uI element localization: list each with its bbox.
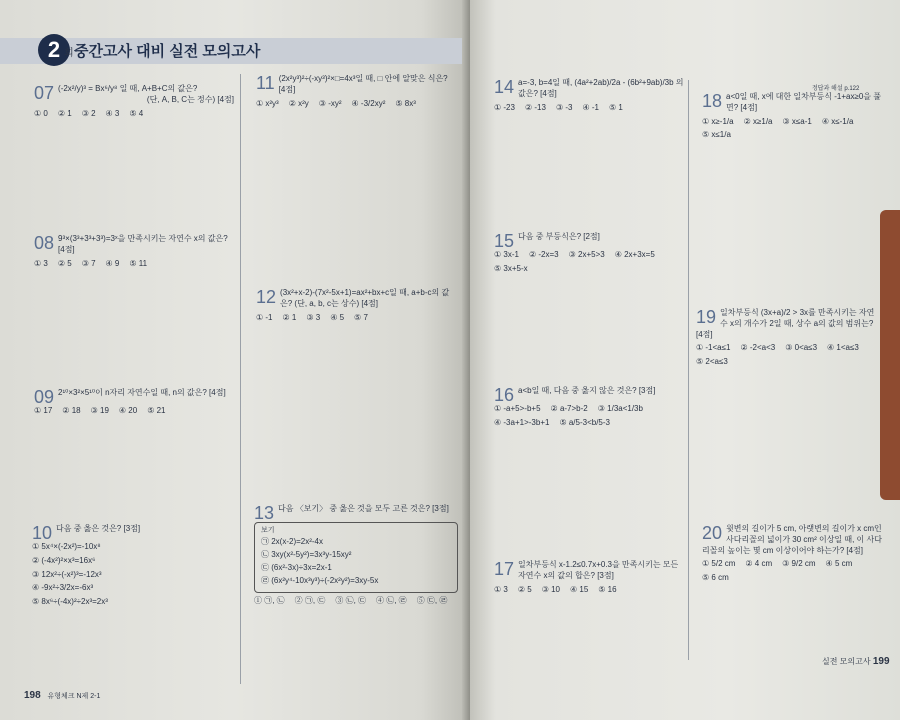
question-08 — [34, 234, 234, 272]
choice[interactable]: ④ ㉡, ㉣ — [376, 595, 407, 605]
question-text: 다음 중 옳은 것은? [3점] — [56, 524, 141, 533]
choice[interactable]: ⑤ a/5-3<b/5-3 — [559, 417, 610, 427]
question-text: 9³×(3³+3³+3³)=3ˣ을 만족시키는 자연수 x의 값은? [4점] — [58, 234, 228, 254]
choice-list — [34, 259, 234, 273]
choice[interactable]: ① 5/2 cm — [702, 559, 736, 569]
choice[interactable]: ⑤ 7 — [354, 312, 368, 322]
choice[interactable]: ② (-4x²)²×x³=16x⁶ — [32, 555, 96, 565]
choice[interactable]: ④ 2x+3x=5 — [614, 250, 655, 259]
choice[interactable]: ① -23 — [494, 102, 515, 112]
choice[interactable]: ② 4 cm — [745, 559, 773, 569]
question-20 — [702, 524, 882, 587]
choice[interactable]: ⑤ 2<a≤3 — [696, 357, 728, 367]
right-page-footer — [822, 656, 890, 667]
question-number: 07 — [34, 83, 55, 103]
choice-list — [696, 343, 882, 371]
test-number-suffix: 회 — [64, 48, 74, 59]
choice[interactable]: ① -1 — [256, 312, 273, 322]
choice[interactable]: ① ㉠, ㉡ — [254, 595, 285, 605]
question-text: (3x²+x-2)-(7x²-5x+1)=ax²+bx+c일 때, a+b-c의 값은? (단, a, b, c는 상수) [4점] — [280, 288, 450, 308]
choice[interactable]: ⑤ ㉢, ㉣ — [416, 595, 448, 605]
choice[interactable]: ③ 2 — [81, 108, 96, 118]
choice[interactable]: ③ ㉡, ㉢ — [335, 595, 367, 605]
choice[interactable]: ③ -3 — [555, 102, 573, 112]
question-10 — [32, 524, 236, 611]
left-page-number: 198 — [24, 690, 41, 701]
question-18 — [702, 92, 882, 144]
choice[interactable]: ⑤ 8x⁶÷(-4x)²÷2x³=2x³ — [32, 597, 108, 607]
choice-list — [256, 99, 456, 113]
choice[interactable]: ⑤ 4 — [129, 108, 144, 118]
question-note: (단, A, B, C는 정수) [4점] — [146, 94, 234, 104]
choice[interactable]: ④ 5 — [330, 312, 345, 322]
choice-list — [702, 559, 882, 587]
choice[interactable]: ① 3 — [494, 584, 508, 594]
choice[interactable]: ② -2x=3 — [528, 250, 559, 259]
book-title: 유형체크 N제 2-1 — [47, 693, 101, 700]
bogi-item: ㉢ (6x²-3x)÷3x=2x-1 — [261, 563, 332, 573]
question-14 — [494, 78, 684, 116]
question-number: 11 — [256, 73, 275, 93]
question-15 — [494, 232, 684, 278]
choice[interactable]: ② ㉠, ㉢ — [294, 595, 326, 605]
question-text: 윗변의 길이가 5 cm, 아랫변의 길이가 x cm인 사다리꼴의 넓이가 30 cm² 이상일 때, 이 사다리꼴의 높이는 몇 cm 이상이어야 하는가? [4점] — [702, 524, 882, 555]
choice[interactable]: ① 0 — [34, 108, 48, 118]
choice-list — [494, 404, 684, 432]
choice[interactable]: ④ 5 cm — [825, 559, 853, 569]
question-number: 14 — [494, 77, 515, 97]
bogi-box — [254, 522, 458, 593]
choice[interactable]: ② a-7>b-2 — [550, 404, 588, 413]
section-label: 실전 모의고사 — [822, 657, 871, 666]
choice[interactable]: ③ 2x+5>3 — [568, 250, 605, 259]
choice[interactable]: ④ x≤-1/a — [821, 116, 854, 126]
right-page — [470, 0, 900, 720]
question-number: 09 — [34, 387, 55, 407]
choice[interactable]: ② -13 — [524, 102, 546, 112]
choice[interactable]: ② 1 — [282, 312, 297, 322]
choice[interactable]: ④ -3a+1>-3b+1 — [494, 417, 550, 427]
question-text: a<0일 때, x에 대한 일차부등식 -1+ax≥0을 풀면? [4점] — [726, 92, 881, 112]
page-title: 중간고사 대비 실전 모의고사 — [74, 43, 261, 60]
question-text: (2x²y³)²÷(-xy³)²×□=4x³일 때, □ 안에 알맞은 식은? [4점] — [278, 74, 448, 94]
bogi-item: ㉣ (6x²y⁴-10x³y³)÷(-2x²y²)=3xy-5x — [261, 575, 379, 585]
choice[interactable]: ⑤ 21 — [147, 406, 166, 415]
question-17 — [494, 560, 684, 598]
question-text: 일차부등식 (3x+a)/2 > 3x를 만족시키는 자연수 x의 개수가 2일 때, 상수 a의 값의 범위는? [4점] — [696, 308, 875, 339]
choice[interactable]: ③ 10 — [541, 584, 560, 594]
question-number: 13 — [254, 503, 275, 523]
choice[interactable]: ① x²y³ — [256, 98, 279, 108]
bogi-item: ㉡ 3xy(x²-5y²)=3x³y-15xy² — [261, 550, 352, 560]
choice[interactable]: ③ x≤a-1 — [782, 116, 812, 126]
choice[interactable]: ⑤ 3x+5-x — [494, 263, 528, 273]
choice[interactable]: ⑤ 8x³ — [395, 98, 416, 108]
question-text: 일차부등식 x-1.2≤0.7x+0.3을 만족시키는 모든 자연수 x의 값의 합은? [3점] — [518, 560, 679, 580]
choice[interactable]: ③ 19 — [90, 406, 109, 415]
choice[interactable]: ② 18 — [62, 406, 81, 415]
choice[interactable]: ① x≥-1/a — [702, 116, 734, 126]
choice[interactable]: ② -2<a<3 — [740, 343, 776, 353]
choice[interactable]: ⑤ 6 cm — [702, 573, 729, 583]
question-09 — [34, 388, 234, 420]
question-07 — [34, 84, 234, 122]
question-19 — [696, 308, 882, 371]
column-divider — [240, 74, 241, 684]
choice-list — [494, 103, 684, 117]
choice[interactable]: ④ 15 — [569, 584, 589, 594]
choice-list — [494, 585, 684, 599]
question-text: a=-3, b=4일 때, (4a²+2ab)/2a - (6b²+9ab)/3b 의 값은? [4점] — [518, 78, 684, 98]
question-text: a<b일 때, 다음 중 옳지 않은 것은? [3점] — [518, 386, 656, 395]
choice-list — [34, 109, 234, 123]
choice-list — [256, 313, 456, 327]
choice[interactable]: ① 3x-1 — [494, 250, 519, 259]
choice[interactable]: ⑤ 16 — [598, 584, 617, 594]
choice-list — [702, 117, 882, 145]
question-text: 다음 〈보기〉 중 옳은 것을 모두 고른 것은? [3점] — [278, 504, 449, 513]
choice[interactable]: ③ 1/3a<1/3b — [597, 404, 643, 413]
choice[interactable]: ① -a+5>-b+5 — [494, 404, 541, 413]
left-page-footer — [24, 690, 100, 701]
choice[interactable]: ④ 3 — [105, 108, 120, 118]
choice[interactable]: ③ 7 — [81, 258, 96, 268]
choice[interactable]: ④ 1<a≤3 — [827, 343, 859, 353]
choice[interactable]: ① 5x⁴×(-2x²)=-10x⁸ — [32, 542, 101, 551]
question-13 — [254, 504, 460, 609]
question-number: 17 — [494, 559, 515, 579]
bogi-item: ㉠ 2x(x-2)=2x²-4x — [261, 537, 324, 547]
choice[interactable]: ④ 9 — [105, 258, 120, 268]
choice[interactable]: ③ 3 — [306, 312, 321, 322]
answer-reference: 정답과 해설 p.122 — [812, 86, 860, 92]
choice-list — [494, 250, 684, 278]
choice[interactable]: ④ -1 — [582, 102, 599, 112]
choice[interactable]: ② x²y — [288, 98, 309, 108]
question-number: 15 — [494, 231, 515, 251]
bogi-title: 보기 — [261, 527, 275, 534]
question-number: 19 — [696, 307, 717, 327]
choice[interactable]: ③ 9/2 cm — [782, 559, 816, 569]
question-text: (-2x²/y)³ = Bx⁶/y⁸ 일 때, A+B+C의 값은? — [58, 84, 198, 93]
choice[interactable]: ① -1<a≤1 — [696, 343, 731, 353]
question-number: 20 — [702, 523, 723, 543]
right-page-number: 199 — [872, 656, 890, 667]
question-number: 16 — [494, 385, 515, 405]
question-number: 10 — [32, 523, 53, 543]
choice[interactable]: ② 5 — [57, 258, 72, 268]
choice[interactable]: ③ -xy² — [318, 98, 342, 108]
choice[interactable]: ④ 20 — [118, 406, 138, 415]
question-16 — [494, 386, 684, 432]
choice-list — [34, 406, 234, 420]
choice[interactable]: ⑤ x≤1/a — [702, 130, 731, 140]
choice[interactable]: ① 17 — [34, 406, 53, 415]
page-tab — [880, 210, 900, 500]
question-number: 08 — [34, 233, 55, 253]
choice-list — [32, 542, 236, 611]
choice[interactable]: ① 3 — [34, 258, 48, 268]
choice[interactable]: ⑤ 1 — [608, 102, 623, 112]
choice[interactable]: ② 5 — [517, 584, 532, 594]
question-11 — [256, 74, 456, 112]
question-text: 2¹⁰×3²×5¹⁰이 n자리 자연수일 때, n의 값은? [4점] — [58, 388, 226, 397]
choice[interactable]: ③ 0<a≤3 — [785, 343, 818, 353]
question-number: 18 — [702, 91, 723, 111]
choice[interactable]: ② 1 — [57, 108, 72, 118]
choice[interactable]: ④ -9x²÷3/2x=-6x³ — [32, 583, 94, 593]
choice-list — [254, 596, 460, 610]
choice[interactable]: ② x≥1/a — [743, 116, 773, 126]
column-divider — [688, 80, 689, 660]
question-text: 다음 중 부등식은? [2점] — [518, 232, 600, 241]
choice[interactable]: ③ 12x²÷(-x²)³=-12x³ — [32, 569, 102, 579]
question-number: 12 — [256, 287, 277, 307]
test-number-badge: 2 — [38, 34, 70, 66]
question-12 — [256, 288, 456, 326]
choice[interactable]: ④ -3/2xy² — [351, 98, 386, 108]
choice[interactable]: ⑤ 11 — [129, 258, 148, 268]
